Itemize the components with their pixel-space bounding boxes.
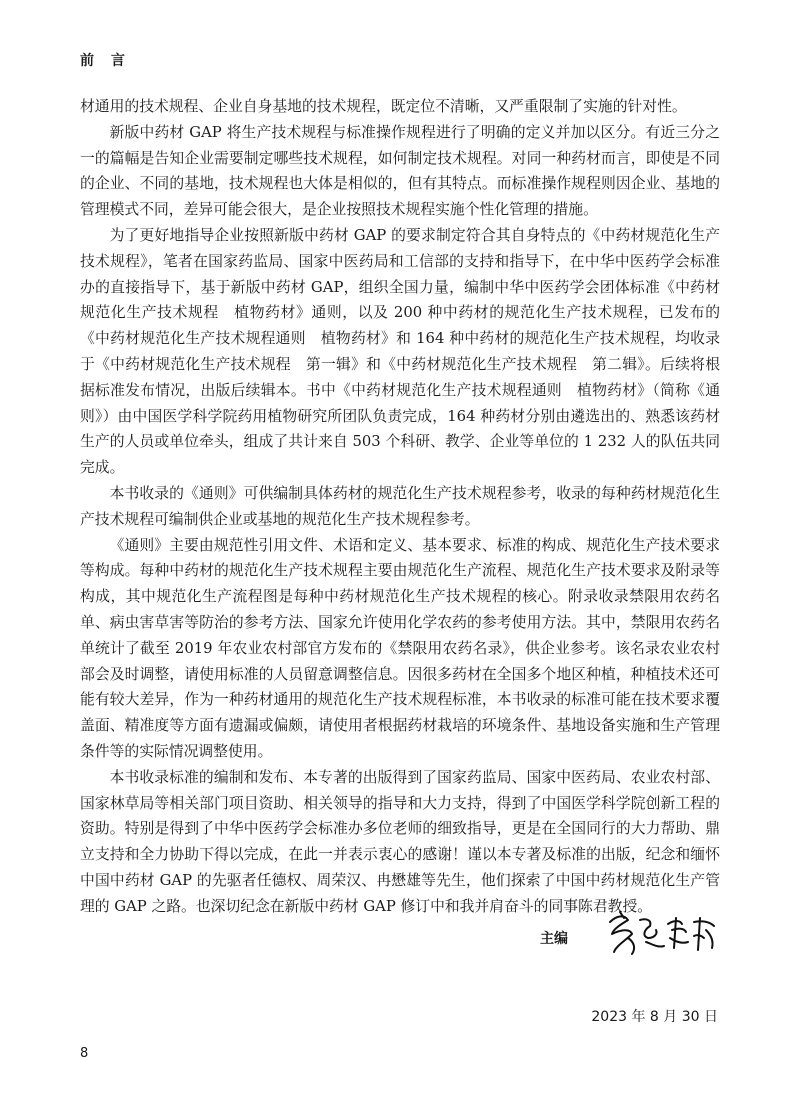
preface-body (80, 94, 720, 920)
editor-label: 主编 (540, 931, 568, 947)
page-header-title: 前 言 (80, 53, 131, 69)
paragraph-6: 本书收录标准的编制和发布、本专著的出版得到了国家药监局、国家中医药局、农业农村部、国家林草局等相关部门项目资助、相关领导的指导和大力支持，得到了中国医学科学院创新工程的资助。特别是得到了中华中医药学会标准办多位老师的细致指导，更是在全国同行的大力帮助、鼎立支持和全力协助下得以完成，在此一并表示衷心的感谢！谨以本专著及标准的出版，纪念和缅怀中国中药材 GAP 的先驱者任德权、周荣汉、冉懋雄等先生，他们探索了中国中药材规范化生产管理的 GAP 之路。也深切纪念在新版中药材 GAP 修订中和我并肩奋斗的同事陈君教授。 (80, 768, 720, 915)
paragraph-5: 《通则》主要由规范性引用文件、术语和定义、基本要求、标准的构成、规范化生产技术要求等构成。每种中药材的规范化生产技术规程主要由规范化生产流程、规范化生产技术要求及附录等构成，其中规范化生产流程图是每种中药材规范化生产技术规程的核心。附录收录禁限用农药名单、病虫害草害等防治的参考方法、国家允许使用化学农药的参考使用方法。其中，禁限用农药名单统计了截至 2019 年农业农村部官方发布的《禁限用农药名录》，供企业参考。该名录农业农村部会及时调整，请使用标准的人员留意调整信息。因很多药材在全国多个地区种植，种植技术还可能有较大差异，作为一种药材通用的规范化生产技术规程标准，本书收录的标准可能在技术要求覆盖面、精准度等方面有遗漏或偏颇，请使用者根据药材栽培的环境条件、基地设备实施和生产管理条件等的实际情况调整使用。 (80, 536, 720, 760)
handwritten-signature (602, 908, 720, 958)
paragraph-2: 新版中药材 GAP 将生产技术规程与标准操作规程进行了明确的定义并加以区分。有近三分之一的篇幅是告知企业需要制定哪些技术规程，如何制定技术规程。对同一种药材而言，即使是不同的企业、不同的基地，技术规程也大体是相似的，但有其特点。而标准操作规程则因企业、基地的管理模式不同，差异可能会很大，是企业按照技术规程实施个性化管理的措施。 (80, 123, 720, 219)
signature-block (540, 908, 720, 958)
date: 2023 年 8 月 30 日 (591, 1009, 718, 1025)
paragraph-3: 为了更好地指导企业按照新版中药材 GAP 的要求制定符合其自身特点的《中药材规范化生产技术规程》，笔者在国家药监局、国家中医药局和工信部的支持和指导下，在中华中医药学会标准办的直接指导下，基于新版中药材 GAP，组织全国力量，编制中华中医药学会团体标准《中药材规范化生产技术规程 植物药材》通则，以及 200 种中药材的规范化生产技术规程，已发布的《中药材规范化生产技术规程通则 植物药材》和 164 种中药材的规范化生产技术规程，均收录于《中药材规范化生产技术规程 第一辑》和《中药材规范化生产技术规程 第二辑》。后续将根据标准发布情况，出版后续辑本。书中《中药材规范化生产技术规程通则 植物药材》（简称《通则》）由中国医学科学院药用植物研究所团队负责完成，164 种药材分别由遴选出的、熟悉该药材生产的人员或单位牵头，组成了共计来自 503 个科研、教学、企业等单位的 1 232 人的队伍共同完成。 (80, 226, 720, 477)
paragraph-1: 材通用的技术规程、企业自身基地的技术规程，既定位不清晰，又严重限制了实施的针对性。 (80, 98, 687, 115)
page-number: 8 (80, 1046, 89, 1061)
paragraph-4: 本书收录的《通则》可供编制具体药材的规范化生产技术规程参考，收录的每种药材规范化生产技术规程可编制供企业或基地的规范化生产技术规程参考。 (80, 484, 720, 528)
